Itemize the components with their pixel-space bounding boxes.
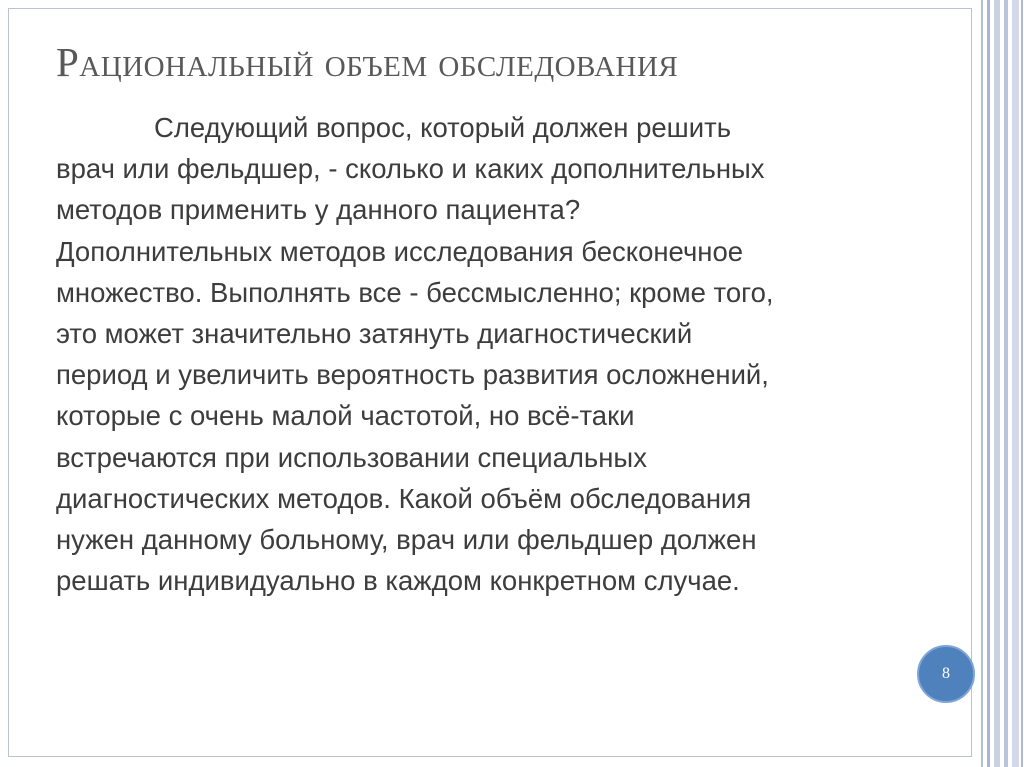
body-line: нужен данному больному, врач или фельдшер должен <box>56 524 757 556</box>
body-line: диагностических методов. Какой объём обследования <box>56 482 752 514</box>
page-number: 8 <box>942 665 950 682</box>
body-line: решать индивидуально в каждом конкретном случае. <box>56 565 740 597</box>
slide-title: Рациональный объем обследования <box>56 39 679 85</box>
body-line: которые с очень малой частотой, но всё-таки <box>56 400 635 432</box>
body-text <box>56 107 876 601</box>
body-line: период и увеличить вероятность развития осложнений, <box>56 359 769 391</box>
body-line: множество. Выполнять все - бессмысленно; кроме того, <box>56 276 774 308</box>
decorative-side-stripes <box>978 0 1024 767</box>
page-number-badge <box>917 645 975 703</box>
body-line: встречаются при использовании специальных <box>56 441 647 473</box>
body-line: Дополнительных методов исследования бесконечное <box>56 235 744 267</box>
body-line: врач или фельдшер, - сколько и каких дополнительных <box>56 153 765 185</box>
body-line: это может значительно затянуть диагностический <box>56 318 693 350</box>
body-line: Следующий вопрос, который должен решить <box>154 112 732 143</box>
body-line: методов применить у данного пациента? <box>56 194 581 226</box>
